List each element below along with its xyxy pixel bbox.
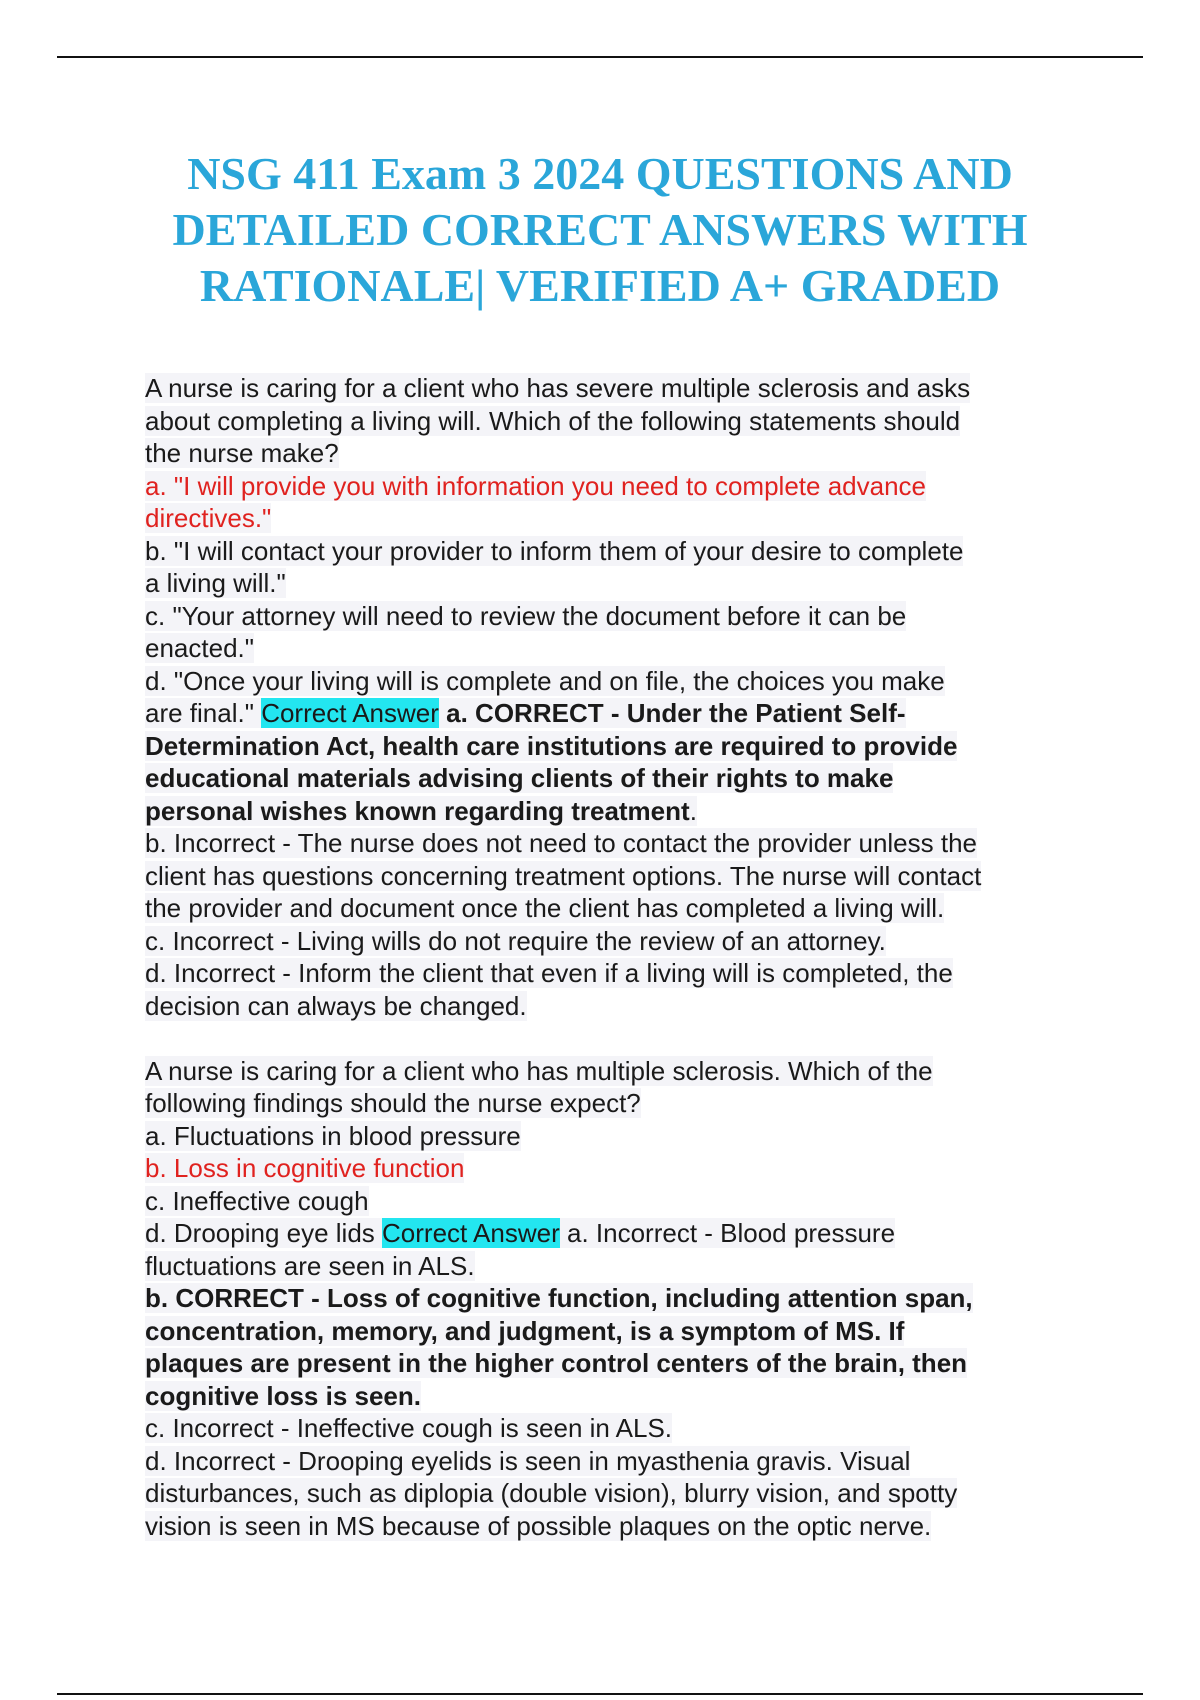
rationale-d-line: decision can always be changed. [145, 990, 527, 1021]
question-stem-line: A nurse is caring for a client who has multiple sclerosis. Which of the [145, 1055, 933, 1086]
rationale-d-line: vision is seen in MS because of possible plaques on the optic nerve. [145, 1510, 932, 1541]
rationale-b-line: b. Incorrect - The nurse does not need to contact the provider unless the [145, 828, 978, 858]
question-stem-line: following findings should the nurse expect? [145, 1088, 641, 1118]
correct-answer-highlight: Correct Answer [261, 698, 439, 728]
footer-rule [57, 1693, 1143, 1695]
rationale-a-line: personal wishes known regarding treatment. [145, 795, 697, 826]
rationale-d-line: disturbances, such as diplopia (double vision), blurry vision, and spotty [145, 1478, 958, 1508]
rationale-b-line: client has questions concerning treatment options. The nurse will contact [145, 860, 982, 891]
rationale-a-line: Determination Act, health care institutions are required to provide [145, 730, 958, 761]
option-d-line: d. "Once your living will is complete and on file, the choices you make [145, 665, 945, 696]
option-c-line: c. "Your attorney will need to review the document before it can be [145, 600, 907, 631]
question-1 [145, 372, 1075, 1022]
option-c-line: enacted." [145, 633, 254, 663]
rationale-b-line: the provider and document once the client has completed a living will. [145, 893, 945, 923]
option-b-line: b. "I will contact your provider to inform them of your desire to complete [145, 535, 964, 566]
question-stem-line: about completing a living will. Which of the following statements should [145, 405, 961, 436]
document-body [145, 372, 1075, 1542]
header-rule [57, 56, 1143, 58]
rationale-b-line: b. CORRECT - Loss of cognitive function, including attention span, [145, 1283, 973, 1313]
rationale-b-line: plaques are present in the higher control centers of the brain, then [145, 1348, 968, 1378]
option-b-line: a living will." [145, 568, 286, 598]
rationale-c-line: c. Incorrect - Ineffective cough is seen in ALS. [145, 1413, 673, 1443]
option-a-line: a. "I will provide you with information you need to complete advance [145, 470, 926, 501]
rationale-d-line: d. Incorrect - Drooping eyelids is seen in myasthenia gravis. Visual [145, 1445, 911, 1476]
document-title [100, 146, 1100, 314]
rationale-a-start: a. Incorrect - Blood pressure [559, 1218, 896, 1248]
option-c-line: c. Ineffective cough [145, 1185, 369, 1216]
rationale-b-line: cognitive loss is seen. [145, 1380, 421, 1411]
question-2 [145, 1055, 1075, 1543]
option-a-line: a. Fluctuations in blood pressure [145, 1120, 521, 1151]
rationale-c-line: c. Incorrect - Living wills do not require the review of an attorney. [145, 925, 886, 956]
question-spacer [145, 1022, 1075, 1055]
question-stem-line: A nurse is caring for a client who has severe multiple sclerosis and asks [145, 373, 971, 403]
title-line: DETAILED CORRECT ANSWERS WITH [172, 204, 1028, 255]
rationale-a-line: fluctuations are seen in ALS. [145, 1250, 475, 1281]
option-a-line: directives." [145, 503, 272, 533]
title-line: NSG 411 Exam 3 2024 QUESTIONS AND [187, 148, 1013, 199]
option-d-answer-line: d. Drooping eye lids Correct Answer a. Incorrect - Blood pressure [145, 1218, 896, 1248]
rationale-b-line: concentration, memory, and judgment, is a symptom of MS. If [145, 1315, 905, 1346]
rationale-a-start: a. CORRECT - Under the Patient Self- [438, 698, 906, 728]
rationale-a-line: educational materials advising clients of their rights to make [145, 763, 894, 793]
rationale-d-line: d. Incorrect - Inform the client that even if a living will is completed, the [145, 958, 953, 988]
question-stem-line: the nurse make? [145, 438, 339, 468]
option-b-line: b. Loss in cognitive function [145, 1153, 465, 1183]
correct-answer-highlight: Correct Answer [382, 1218, 560, 1248]
option-d-answer-line: are final." Correct Answer a. CORRECT - Under the Patient Self- [145, 698, 906, 728]
title-line: RATIONALE| VERIFIED A+ GRADED [199, 260, 1001, 311]
